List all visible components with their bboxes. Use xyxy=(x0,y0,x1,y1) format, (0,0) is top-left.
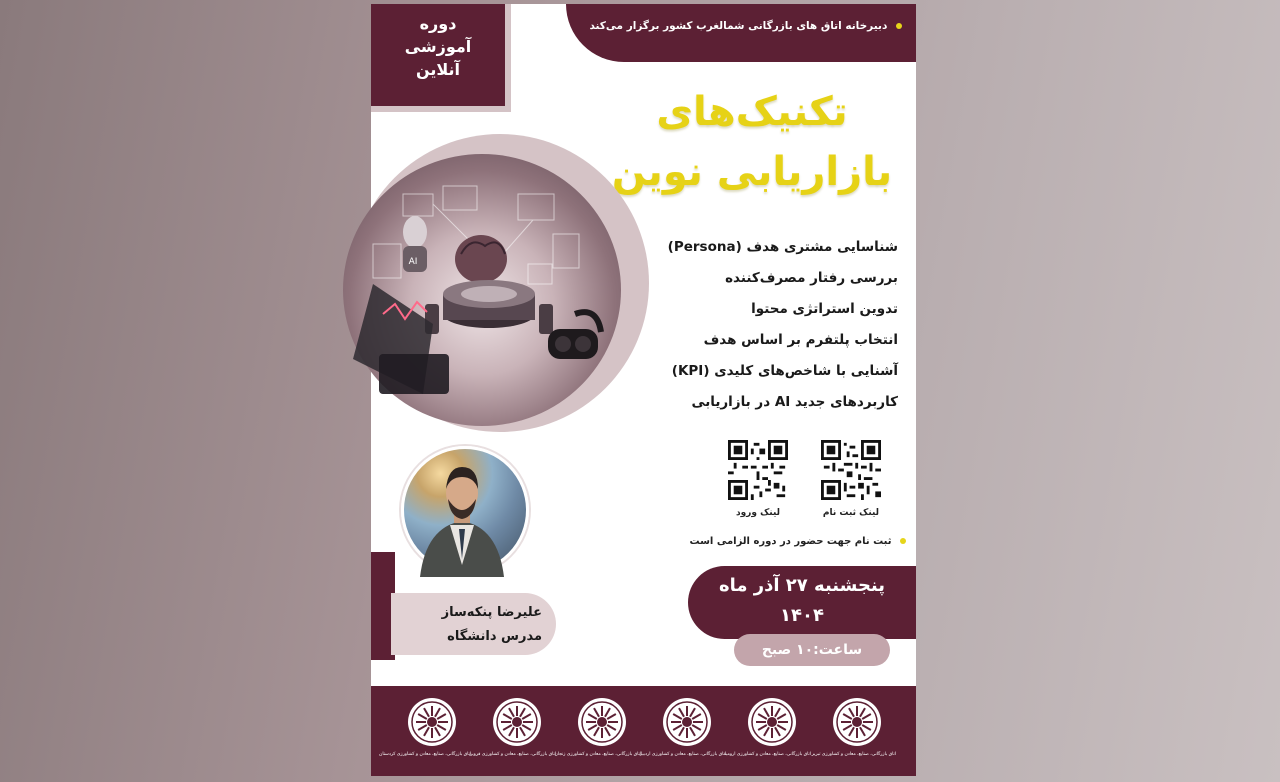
list-item: آشنایی با شاخص‌های کلیدی (KPI) xyxy=(671,363,898,379)
chamber-logo-icon xyxy=(661,696,713,748)
ai-marketing-illustration xyxy=(343,154,621,426)
speaker-info xyxy=(391,593,556,655)
title-line: تکنیک‌های xyxy=(656,89,848,135)
registration-note-text: ثبت نام جهت حضور در دوره الزامی است xyxy=(689,536,892,547)
svg-text:AI: AI xyxy=(408,257,418,267)
list-item: انتخاب پلتفرم بر اساس هدف xyxy=(703,332,898,348)
chamber-logo-icon xyxy=(406,696,458,748)
logo-caption: اتاق بازرگانی، صنایع، معادن و کشاورزی زنجان xyxy=(554,752,641,757)
chamber-logo-icon xyxy=(576,696,628,748)
course-type-box xyxy=(371,4,511,112)
list-item: بررسی رفتار مصرف‌کننده xyxy=(725,270,898,286)
list-item: کاربردهای جدید AI در بازاریابی xyxy=(691,394,898,410)
chamber-logo-icon xyxy=(831,696,883,748)
list-item: شناسایی مشتری هدف (Persona) xyxy=(667,239,898,255)
logo-caption: اتاق بازرگانی، صنایع، معادن و کشاورزی اردبیل xyxy=(639,752,726,757)
event-date xyxy=(688,566,916,639)
course-type-line: دوره xyxy=(419,14,457,33)
chamber-logo-icon xyxy=(746,696,798,748)
logo-caption: اتاق بازرگانی، صنایع، معادن و کشاورزی کردستان xyxy=(379,752,471,757)
bullet-dot-icon xyxy=(900,538,906,544)
bullet-dot-icon xyxy=(896,23,902,29)
chamber-logo-icon xyxy=(491,696,543,748)
register-link-label: لینک ثبت نام xyxy=(822,508,880,518)
logo-caption: اتاق بازرگانی، صنایع، معادن و کشاورزی ارومیه xyxy=(723,752,811,757)
poster-title xyxy=(602,82,902,202)
title-line: بازاریابی نوین xyxy=(611,149,893,195)
course-type-line: آنلاین xyxy=(415,60,461,79)
sponsor-footer xyxy=(371,686,916,776)
event-time: ساعت:۱۰ صبح xyxy=(734,634,890,666)
logo-caption: اتاق بازرگانی، صنایع، معادن و کشاورزی قزوین xyxy=(468,752,556,757)
person-avatar-icon xyxy=(398,449,526,577)
logo-caption: اتاق بازرگانی، صنایع، معادن و کشاورزی تبریز xyxy=(811,752,896,757)
topics-list xyxy=(638,232,898,418)
organizer-note-text: دبیرخانه اتاق های بازرگانی شمالغرب کشور برگزار می‌کند xyxy=(589,20,888,32)
ai-tech-scene-icon xyxy=(343,154,621,426)
event-date-weekday: پنجشنبه ۲۷ آذر ماه xyxy=(718,575,886,596)
list-item: تدوین استراتژی محتوا xyxy=(751,301,898,317)
event-poster xyxy=(371,4,916,776)
login-link-label: لینک ورود xyxy=(735,508,781,518)
organizer-note xyxy=(589,20,902,32)
speaker-name: علیرضا پنکه‌ساز xyxy=(441,605,542,620)
speaker-title: مدرس دانشگاه xyxy=(447,629,542,644)
register-qr-code[interactable] xyxy=(821,440,881,500)
speaker-photo xyxy=(401,446,529,574)
event-date-year: ۱۴۰۴ xyxy=(780,605,824,626)
qr-code-icon xyxy=(728,440,788,500)
qr-code-icon xyxy=(821,440,881,500)
course-type-line: آموزشی xyxy=(404,37,472,56)
login-qr-code[interactable] xyxy=(728,440,788,500)
registration-note xyxy=(690,536,906,547)
organizer-banner xyxy=(566,4,916,62)
